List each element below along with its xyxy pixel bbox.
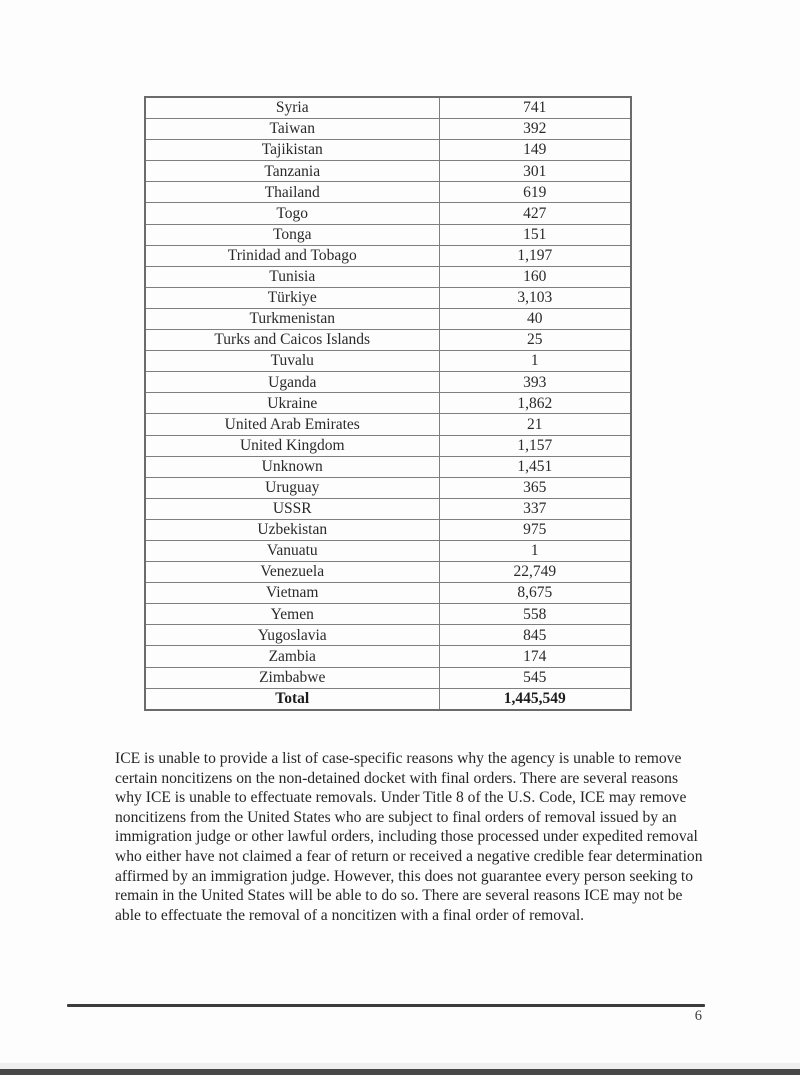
value-cell: 8,675 [439,583,631,604]
value-cell: 337 [439,498,631,519]
table-row [145,119,631,140]
total-label-cell: Total [145,688,439,710]
country-removals-table [144,96,632,711]
body-paragraph: ICE is unable to provide a list of case-specific reasons why the agency is unable to remove certain noncitizens on the non-detained docket with final orders. There are several reasons why ICE is unable to effectuate removals. Under Title 8 of the U.S. Code, ICE may remove noncitizens from the United States who are subject to final orders of removal issued by an immigration judge or other lawful orders, including those processed under expedited removal who either have not claimed a fear of return or received a negative credible fear determination affirmed by an immigration judge. However, this does not guarantee every person seeking to remain in the United States will be able to do so. There are several reasons ICE may not be able to effectuate the removal of a noncitizen with a final order of removal. [115,750,703,924]
country-cell: USSR [145,498,439,519]
country-cell: Uruguay [145,477,439,498]
table-row [145,540,631,561]
scan-edge-dark [0,1069,800,1075]
value-cell: 558 [439,604,631,625]
country-table-body [145,97,631,688]
country-cell: Trinidad and Tobago [145,245,439,266]
value-cell: 174 [439,646,631,667]
table-row [145,456,631,477]
total-value-cell: 1,445,549 [439,688,631,710]
table-row [145,330,631,351]
value-cell: 21 [439,414,631,435]
value-cell: 301 [439,161,631,182]
value-cell: 25 [439,330,631,351]
table-row [145,393,631,414]
value-cell: 1,451 [439,456,631,477]
country-cell: Zambia [145,646,439,667]
country-cell: Uzbekistan [145,519,439,540]
country-cell: Tuvalu [145,351,439,372]
footer-rule [67,1004,705,1007]
page-number: 6 [694,1008,702,1024]
table-row [145,667,631,688]
table-row [145,308,631,329]
country-cell: Tanzania [145,161,439,182]
value-cell: 393 [439,372,631,393]
country-cell: Vanuatu [145,540,439,561]
country-cell: Yugoslavia [145,625,439,646]
table-row [145,161,631,182]
country-cell: United Arab Emirates [145,414,439,435]
table-row [145,224,631,245]
table-row [145,266,631,287]
country-cell: Türkiye [145,287,439,308]
table-row [145,351,631,372]
value-cell: 427 [439,203,631,224]
table-row [145,435,631,456]
country-cell: United Kingdom [145,435,439,456]
country-cell: Togo [145,203,439,224]
country-cell: Turkmenistan [145,308,439,329]
value-cell: 1 [439,540,631,561]
table-row [145,625,631,646]
value-cell: 619 [439,182,631,203]
country-cell: Turks and Caicos Islands [145,330,439,351]
value-cell: 1,862 [439,393,631,414]
country-cell: Unknown [145,456,439,477]
country-cell: Zimbabwe [145,667,439,688]
country-cell: Ukraine [145,393,439,414]
value-cell: 1,157 [439,435,631,456]
country-cell: Tunisia [145,266,439,287]
value-cell: 545 [439,667,631,688]
country-cell: Vietnam [145,583,439,604]
country-cell: Thailand [145,182,439,203]
table-row [145,414,631,435]
value-cell: 845 [439,625,631,646]
table-row [145,604,631,625]
table-row [145,646,631,667]
table-row [145,583,631,604]
value-cell: 3,103 [439,287,631,308]
country-cell: Tonga [145,224,439,245]
table-row [145,498,631,519]
country-cell: Uganda [145,372,439,393]
table-row [145,182,631,203]
value-cell: 151 [439,224,631,245]
value-cell: 22,749 [439,562,631,583]
country-cell: Yemen [145,604,439,625]
table-row [145,519,631,540]
country-cell: Tajikistan [145,140,439,161]
value-cell: 365 [439,477,631,498]
value-cell: 741 [439,97,631,119]
country-cell: Venezuela [145,562,439,583]
table-row [145,203,631,224]
country-cell: Taiwan [145,119,439,140]
table-row [145,140,631,161]
value-cell: 40 [439,308,631,329]
value-cell: 160 [439,266,631,287]
value-cell: 392 [439,119,631,140]
value-cell: 1 [439,351,631,372]
value-cell: 975 [439,519,631,540]
table-row [145,562,631,583]
value-cell: 1,197 [439,245,631,266]
table-row [145,97,631,119]
country-cell: Syria [145,97,439,119]
table-row [145,287,631,308]
table-row [145,245,631,266]
value-cell: 149 [439,140,631,161]
table-row [145,477,631,498]
table-total-row [145,688,631,710]
table-row [145,372,631,393]
